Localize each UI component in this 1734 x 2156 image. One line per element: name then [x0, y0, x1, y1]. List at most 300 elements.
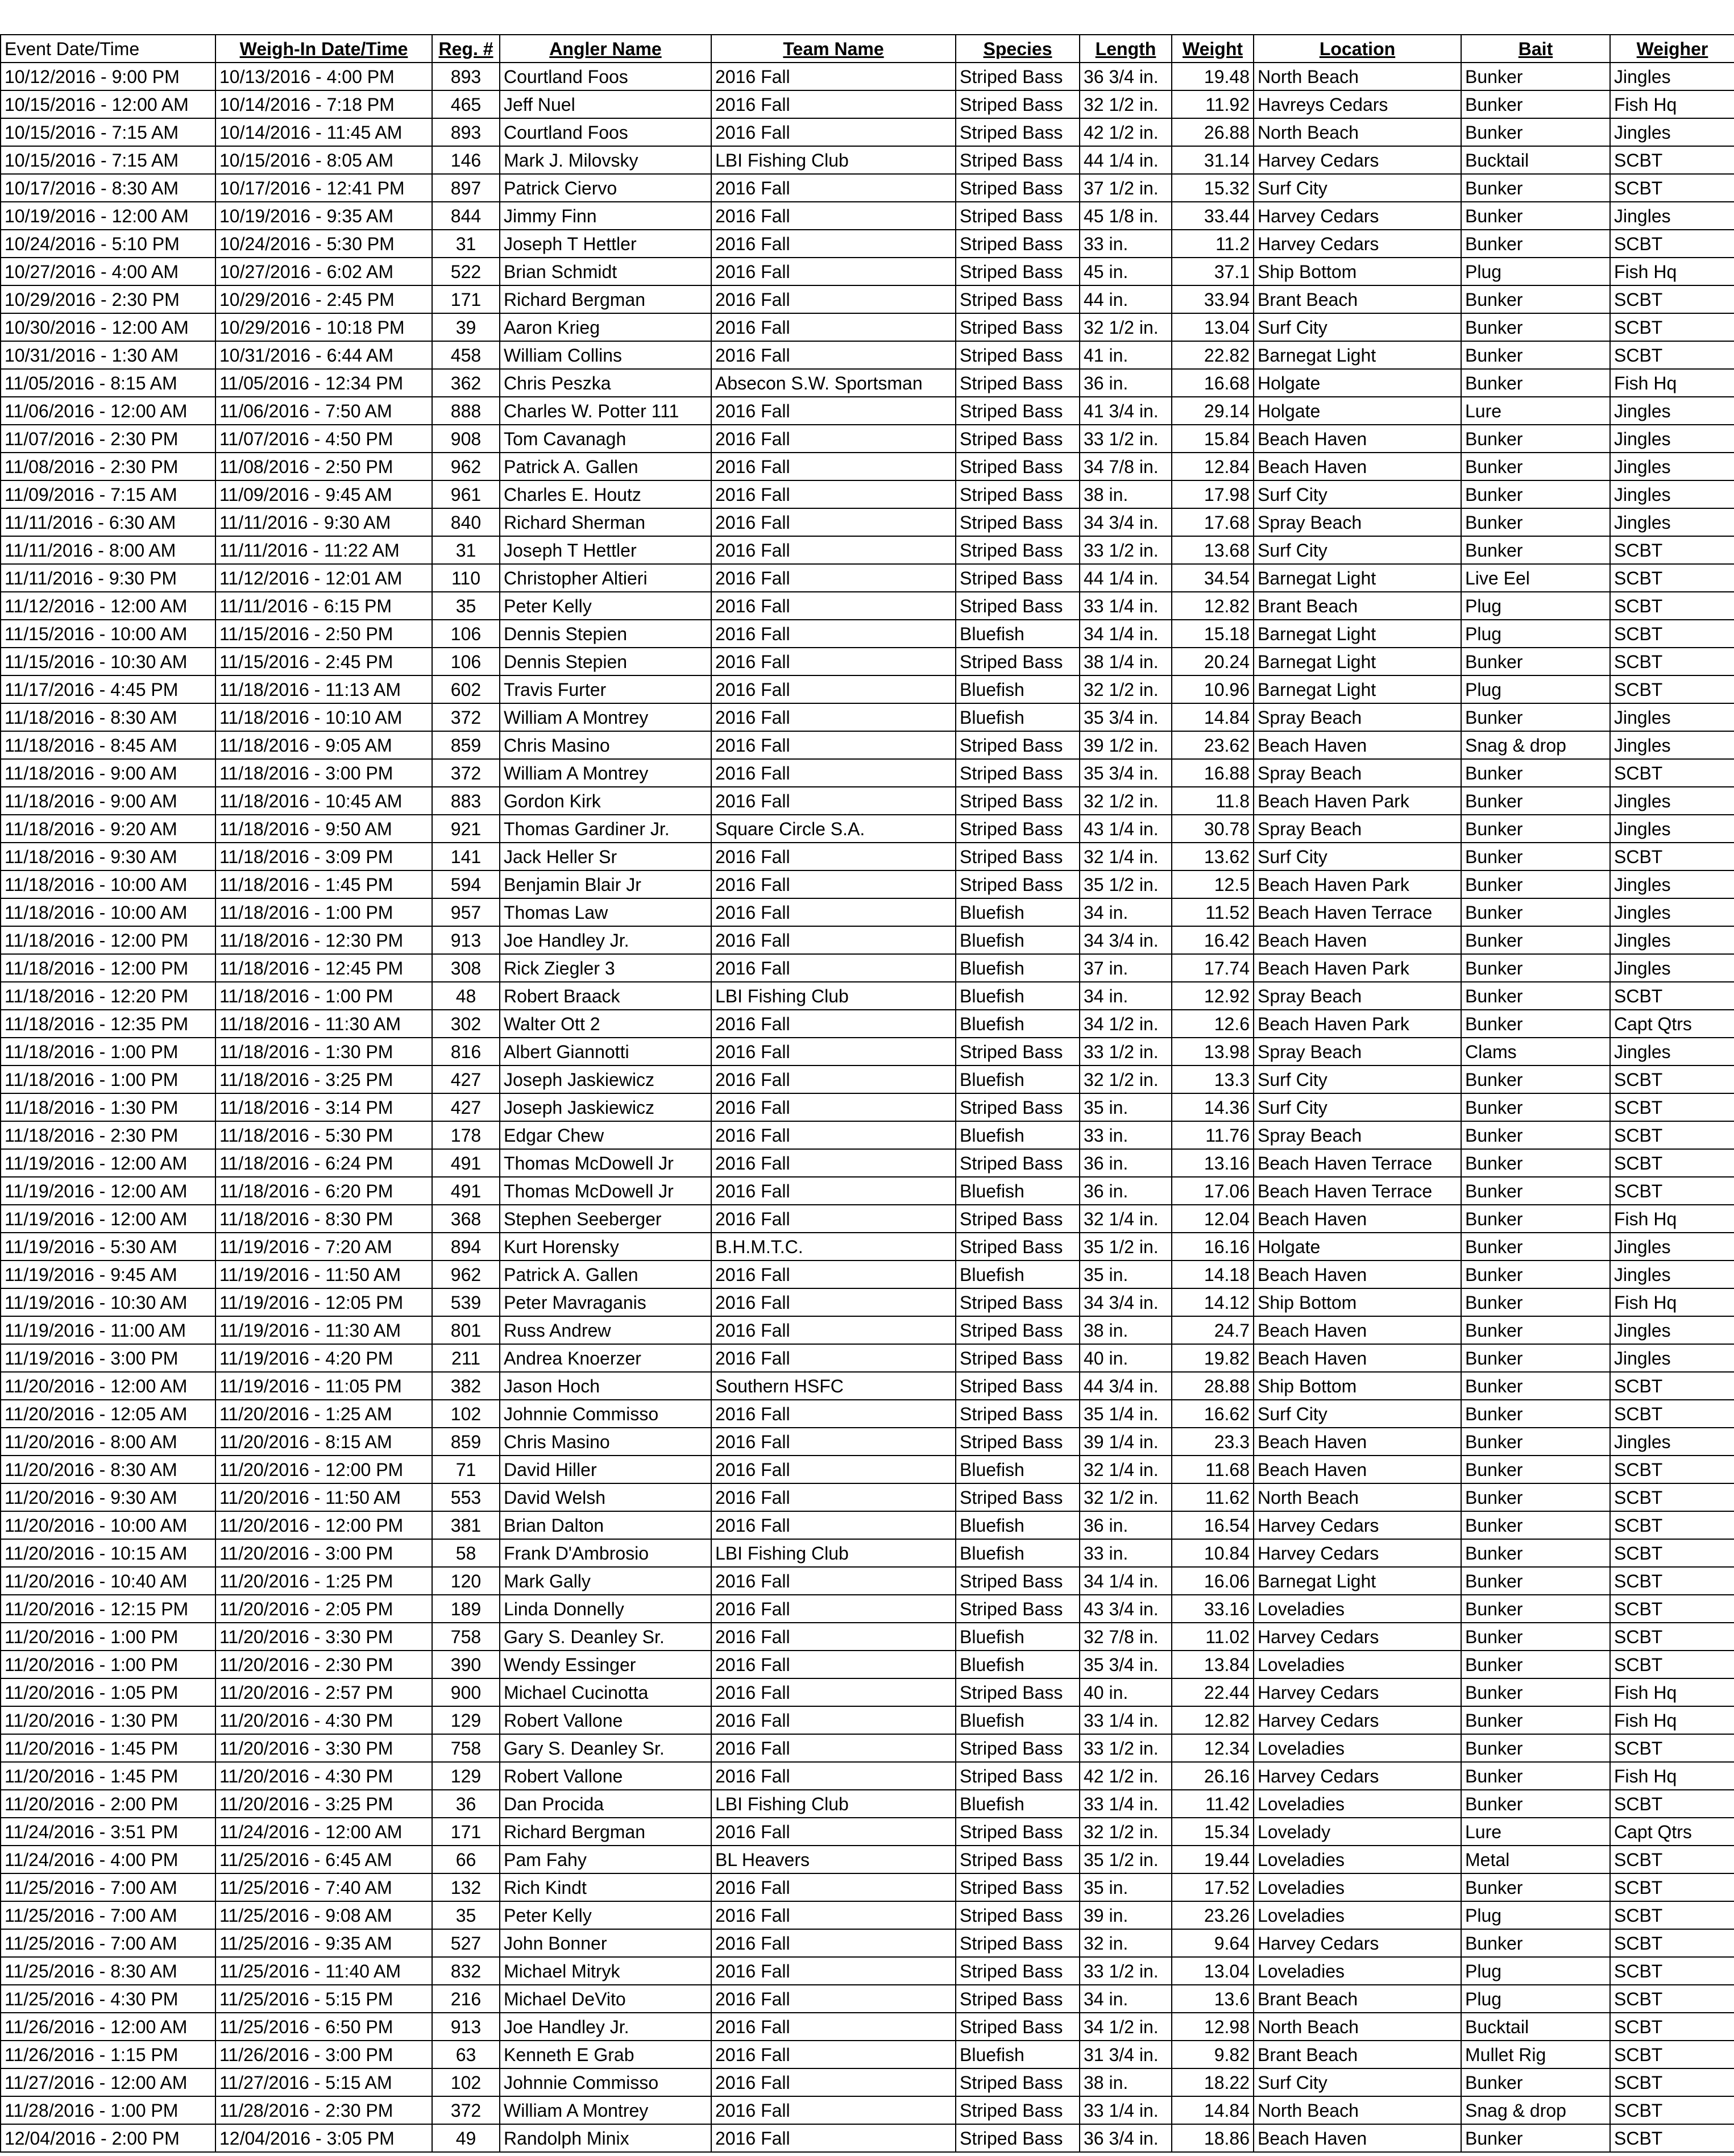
cell-weight: 11.68 — [1172, 1456, 1254, 1483]
cell-location: Spray Beach — [1254, 1121, 1461, 1149]
cell-bait: Bunker — [1461, 90, 1610, 118]
cell-length: 38 in. — [1080, 2068, 1172, 2096]
cell-bait: Bunker — [1461, 1456, 1610, 1483]
cell-angler-name: Gordon Kirk — [500, 787, 711, 815]
table-row — [1, 759, 1734, 787]
cell-weight: 23.26 — [1172, 1901, 1254, 1929]
cell-angler-name: Jeff Nuel — [500, 90, 711, 118]
cell-weigh-in-datetime: 11/25/2016 - 9:08 AM — [215, 1901, 432, 1929]
cell-location: Holgate — [1254, 1233, 1461, 1261]
cell-weigher: SCBT — [1610, 1734, 1734, 1762]
cell-bait: Bunker — [1461, 202, 1610, 230]
cell-team-name: 2016 Fall — [711, 1065, 956, 1093]
cell-weigh-in-datetime: 11/25/2016 - 7:40 AM — [215, 1873, 432, 1901]
cell-reg-number: 35 — [432, 1901, 500, 1929]
table-row — [1, 146, 1734, 174]
cell-angler-name: Walter Ott 2 — [500, 1010, 711, 1038]
cell-team-name: 2016 Fall — [711, 870, 956, 898]
cell-weigh-in-datetime: 11/15/2016 - 2:45 PM — [215, 648, 432, 675]
cell-weigh-in-datetime: 10/14/2016 - 7:18 PM — [215, 90, 432, 118]
cell-length: 35 1/4 in. — [1080, 1400, 1172, 1428]
cell-location: Surf City — [1254, 1065, 1461, 1093]
cell-species: Striped Bass — [956, 313, 1080, 341]
cell-team-name: 2016 Fall — [711, 1400, 956, 1428]
cell-team-name: 2016 Fall — [711, 285, 956, 313]
cell-weigh-in-datetime: 11/20/2016 - 3:30 PM — [215, 1734, 432, 1762]
cell-team-name: 2016 Fall — [711, 1177, 956, 1205]
cell-angler-name: Johnnie Commisso — [500, 2068, 711, 2096]
cell-reg-number: 832 — [432, 1957, 500, 1985]
table-row — [1, 1093, 1734, 1121]
cell-length: 32 1/2 in. — [1080, 1065, 1172, 1093]
cell-weight: 13.04 — [1172, 1957, 1254, 1985]
cell-length: 45 in. — [1080, 258, 1172, 285]
cell-event-datetime: 11/20/2016 - 9:30 AM — [1, 1483, 215, 1511]
cell-species: Striped Bass — [956, 2068, 1080, 2096]
cell-team-name: 2016 Fall — [711, 258, 956, 285]
cell-bait: Bunker — [1461, 815, 1610, 843]
cell-length: 42 1/2 in. — [1080, 1762, 1172, 1790]
cell-weigh-in-datetime: 11/20/2016 - 12:00 PM — [215, 1456, 432, 1483]
cell-reg-number: 522 — [432, 258, 500, 285]
cell-angler-name: Thomas Law — [500, 898, 711, 926]
cell-weigher: Jingles — [1610, 926, 1734, 954]
cell-bait: Metal — [1461, 1846, 1610, 1873]
cell-team-name: LBI Fishing Club — [711, 982, 956, 1010]
cell-event-datetime: 11/08/2016 - 2:30 PM — [1, 453, 215, 480]
cell-location: Harvey Cedars — [1254, 202, 1461, 230]
cell-event-datetime: 10/15/2016 - 12:00 AM — [1, 90, 215, 118]
cell-event-datetime: 10/30/2016 - 12:00 AM — [1, 313, 215, 341]
header-row — [1, 35, 1734, 63]
cell-team-name: 2016 Fall — [711, 1483, 956, 1511]
cell-species: Striped Bass — [956, 63, 1080, 90]
cell-bait: Bunker — [1461, 2124, 1610, 2152]
cell-weight: 16.54 — [1172, 1511, 1254, 1539]
cell-reg-number: 527 — [432, 1929, 500, 1957]
cell-length: 34 in. — [1080, 982, 1172, 1010]
cell-bait: Bunker — [1461, 1205, 1610, 1233]
cell-event-datetime: 11/18/2016 - 8:30 AM — [1, 703, 215, 731]
cell-bait: Snag & drop — [1461, 2096, 1610, 2124]
cell-weigher: SCBT — [1610, 1093, 1734, 1121]
cell-length: 35 in. — [1080, 1873, 1172, 1901]
cell-reg-number: 816 — [432, 1038, 500, 1065]
cell-weigher: SCBT — [1610, 1511, 1734, 1539]
cell-reg-number: 58 — [432, 1539, 500, 1567]
cell-bait: Bunker — [1461, 703, 1610, 731]
cell-bait: Bunker — [1461, 230, 1610, 258]
cell-species: Striped Bass — [956, 118, 1080, 146]
cell-length: 32 1/4 in. — [1080, 843, 1172, 870]
cell-event-datetime: 11/15/2016 - 10:30 AM — [1, 648, 215, 675]
cell-team-name: 2016 Fall — [711, 230, 956, 258]
cell-bait: Bunker — [1461, 787, 1610, 815]
cell-location: Holgate — [1254, 369, 1461, 397]
cell-weigh-in-datetime: 10/29/2016 - 2:45 PM — [215, 285, 432, 313]
cell-species: Striped Bass — [956, 369, 1080, 397]
cell-location: Loveladies — [1254, 1873, 1461, 1901]
table-row — [1, 1233, 1734, 1261]
cell-species: Striped Bass — [956, 1567, 1080, 1595]
table-row — [1, 1706, 1734, 1734]
cell-location: Loveladies — [1254, 1595, 1461, 1623]
cell-weigh-in-datetime: 11/18/2016 - 3:14 PM — [215, 1093, 432, 1121]
cell-reg-number: 381 — [432, 1511, 500, 1539]
cell-weigher: SCBT — [1610, 1985, 1734, 2013]
cell-length: 33 in. — [1080, 1121, 1172, 1149]
cell-weigh-in-datetime: 11/20/2016 - 12:00 PM — [215, 1511, 432, 1539]
cell-team-name: 2016 Fall — [711, 1511, 956, 1539]
cell-location: North Beach — [1254, 1483, 1461, 1511]
cell-reg-number: 129 — [432, 1762, 500, 1790]
cell-weigher: Fish Hq — [1610, 369, 1734, 397]
cell-reg-number: 146 — [432, 146, 500, 174]
table-row — [1, 1177, 1734, 1205]
cell-weight: 20.24 — [1172, 648, 1254, 675]
table-row — [1, 1372, 1734, 1400]
cell-reg-number: 102 — [432, 1400, 500, 1428]
table-row — [1, 703, 1734, 731]
cell-length: 32 in. — [1080, 1929, 1172, 1957]
cell-reg-number: 189 — [432, 1595, 500, 1623]
cell-length: 44 1/4 in. — [1080, 564, 1172, 592]
cell-weigh-in-datetime: 11/18/2016 - 11:30 AM — [215, 1010, 432, 1038]
cell-weigh-in-datetime: 11/20/2016 - 4:30 PM — [215, 1762, 432, 1790]
cell-length: 41 3/4 in. — [1080, 397, 1172, 425]
cell-reg-number: 553 — [432, 1483, 500, 1511]
cell-weigh-in-datetime: 11/25/2016 - 11:40 AM — [215, 1957, 432, 1985]
cell-species: Bluefish — [956, 954, 1080, 982]
cell-angler-name: Andrea Knoerzer — [500, 1344, 711, 1372]
cell-length: 36 3/4 in. — [1080, 63, 1172, 90]
table-row — [1, 1205, 1734, 1233]
cell-event-datetime: 12/04/2016 - 2:00 PM — [1, 2124, 215, 2152]
col-header-reg-number: Reg. # — [432, 35, 500, 63]
cell-species: Bluefish — [956, 1121, 1080, 1149]
cell-angler-name: Dan Procida — [500, 1790, 711, 1818]
cell-weigh-in-datetime: 10/27/2016 - 6:02 AM — [215, 258, 432, 285]
cell-length: 36 in. — [1080, 1177, 1172, 1205]
cell-angler-name: Thomas Gardiner Jr. — [500, 815, 711, 843]
cell-length: 42 1/2 in. — [1080, 118, 1172, 146]
cell-weigh-in-datetime: 11/05/2016 - 12:34 PM — [215, 369, 432, 397]
cell-event-datetime: 11/07/2016 - 2:30 PM — [1, 425, 215, 453]
cell-species: Striped Bass — [956, 1846, 1080, 1873]
cell-bait: Plug — [1461, 1957, 1610, 1985]
cell-weigher: Fish Hq — [1610, 1678, 1734, 1706]
cell-location: Spray Beach — [1254, 759, 1461, 787]
cell-weigh-in-datetime: 11/18/2016 - 10:10 AM — [215, 703, 432, 731]
table-row — [1, 1651, 1734, 1678]
cell-event-datetime: 11/18/2016 - 10:00 AM — [1, 898, 215, 926]
cell-length: 33 1/2 in. — [1080, 536, 1172, 564]
cell-event-datetime: 11/20/2016 - 1:45 PM — [1, 1734, 215, 1762]
cell-weigher: SCBT — [1610, 1873, 1734, 1901]
cell-event-datetime: 11/18/2016 - 1:00 PM — [1, 1065, 215, 1093]
cell-bait: Bunker — [1461, 508, 1610, 536]
cell-weight: 11.76 — [1172, 1121, 1254, 1149]
cell-team-name: 2016 Fall — [711, 397, 956, 425]
cell-event-datetime: 11/20/2016 - 12:05 AM — [1, 1400, 215, 1428]
cell-species: Striped Bass — [956, 1762, 1080, 1790]
cell-location: Spray Beach — [1254, 508, 1461, 536]
cell-species: Bluefish — [956, 1539, 1080, 1567]
cell-event-datetime: 11/18/2016 - 10:00 AM — [1, 870, 215, 898]
cell-event-datetime: 10/12/2016 - 9:00 PM — [1, 63, 215, 90]
cell-weigh-in-datetime: 11/28/2016 - 2:30 PM — [215, 2096, 432, 2124]
cell-length: 35 in. — [1080, 1261, 1172, 1288]
cell-length: 32 7/8 in. — [1080, 1623, 1172, 1651]
cell-length: 32 1/2 in. — [1080, 313, 1172, 341]
cell-event-datetime: 11/11/2016 - 6:30 AM — [1, 508, 215, 536]
cell-weigher: SCBT — [1610, 1790, 1734, 1818]
cell-length: 38 in. — [1080, 480, 1172, 508]
cell-length: 39 1/4 in. — [1080, 1428, 1172, 1456]
cell-length: 37 1/2 in. — [1080, 174, 1172, 202]
cell-bait: Bunker — [1461, 1734, 1610, 1762]
table-row — [1, 174, 1734, 202]
cell-bait: Bunker — [1461, 1316, 1610, 1344]
cell-species: Striped Bass — [956, 1428, 1080, 1456]
cell-location: Loveladies — [1254, 1734, 1461, 1762]
cell-reg-number: 302 — [432, 1010, 500, 1038]
cell-weight: 11.8 — [1172, 787, 1254, 815]
cell-species: Striped Bass — [956, 2013, 1080, 2041]
cell-angler-name: Travis Furter — [500, 675, 711, 703]
cell-weight: 15.32 — [1172, 174, 1254, 202]
cell-weigher: Fish Hq — [1610, 1205, 1734, 1233]
cell-bait: Bunker — [1461, 2068, 1610, 2096]
cell-event-datetime: 10/19/2016 - 12:00 AM — [1, 202, 215, 230]
cell-weigh-in-datetime: 11/20/2016 - 1:25 PM — [215, 1567, 432, 1595]
cell-species: Striped Bass — [956, 397, 1080, 425]
cell-weight: 16.68 — [1172, 369, 1254, 397]
catch-table — [0, 34, 1734, 2153]
table-row — [1, 90, 1734, 118]
cell-weight: 13.3 — [1172, 1065, 1254, 1093]
cell-weight: 22.44 — [1172, 1678, 1254, 1706]
cell-team-name: 2016 Fall — [711, 1595, 956, 1623]
cell-bait: Bunker — [1461, 1121, 1610, 1149]
col-header-team-name: Team Name — [711, 35, 956, 63]
cell-angler-name: Peter Kelly — [500, 1901, 711, 1929]
cell-species: Striped Bass — [956, 815, 1080, 843]
cell-location: Ship Bottom — [1254, 258, 1461, 285]
cell-weight: 12.98 — [1172, 2013, 1254, 2041]
cell-location: Surf City — [1254, 843, 1461, 870]
cell-bait: Plug — [1461, 620, 1610, 648]
cell-species: Bluefish — [956, 1177, 1080, 1205]
cell-weigh-in-datetime: 11/20/2016 - 3:25 PM — [215, 1790, 432, 1818]
cell-angler-name: Linda Donnelly — [500, 1595, 711, 1623]
table-row — [1, 1846, 1734, 1873]
cell-weigher: Jingles — [1610, 1233, 1734, 1261]
cell-weigher: SCBT — [1610, 1623, 1734, 1651]
table-row — [1, 2068, 1734, 2096]
cell-bait: Bunker — [1461, 341, 1610, 369]
cell-weight: 13.6 — [1172, 1985, 1254, 2013]
cell-location: Harvey Cedars — [1254, 1929, 1461, 1957]
cell-bait: Bunker — [1461, 425, 1610, 453]
cell-weight: 22.82 — [1172, 341, 1254, 369]
cell-location: North Beach — [1254, 2096, 1461, 2124]
cell-location: Loveladies — [1254, 1846, 1461, 1873]
cell-angler-name: Charles W. Potter 111 — [500, 397, 711, 425]
cell-reg-number: 372 — [432, 2096, 500, 2124]
table-row — [1, 1288, 1734, 1316]
cell-reg-number: 31 — [432, 536, 500, 564]
cell-reg-number: 491 — [432, 1149, 500, 1177]
cell-event-datetime: 11/25/2016 - 7:00 AM — [1, 1901, 215, 1929]
cell-weigher: SCBT — [1610, 1651, 1734, 1678]
cell-weight: 16.88 — [1172, 759, 1254, 787]
cell-team-name: 2016 Fall — [711, 954, 956, 982]
cell-reg-number: 132 — [432, 1873, 500, 1901]
table-row — [1, 258, 1734, 285]
cell-weigh-in-datetime: 10/31/2016 - 6:44 AM — [215, 341, 432, 369]
cell-species: Bluefish — [956, 982, 1080, 1010]
cell-location: Spray Beach — [1254, 1038, 1461, 1065]
cell-reg-number: 758 — [432, 1734, 500, 1762]
table-row — [1, 815, 1734, 843]
cell-length: 33 1/4 in. — [1080, 592, 1172, 620]
table-row — [1, 480, 1734, 508]
cell-angler-name: Robert Vallone — [500, 1706, 711, 1734]
cell-species: Bluefish — [956, 1010, 1080, 1038]
cell-weigh-in-datetime: 11/18/2016 - 10:45 AM — [215, 787, 432, 815]
cell-weigher: SCBT — [1610, 341, 1734, 369]
cell-length: 34 3/4 in. — [1080, 508, 1172, 536]
table-row — [1, 1010, 1734, 1038]
cell-length: 34 1/4 in. — [1080, 1567, 1172, 1595]
cell-bait: Plug — [1461, 258, 1610, 285]
cell-location: Harvey Cedars — [1254, 1678, 1461, 1706]
cell-species: Bluefish — [956, 1261, 1080, 1288]
cell-weigh-in-datetime: 11/25/2016 - 5:15 PM — [215, 1985, 432, 2013]
cell-weigh-in-datetime: 10/24/2016 - 5:30 PM — [215, 230, 432, 258]
col-header-event-datetime: Event Date/Time — [1, 35, 215, 63]
cell-team-name: 2016 Fall — [711, 1678, 956, 1706]
cell-reg-number: 216 — [432, 1985, 500, 2013]
cell-species: Striped Bass — [956, 453, 1080, 480]
col-header-weigh-in-datetime: Weigh-In Date/Time — [215, 35, 432, 63]
cell-weigh-in-datetime: 10/14/2016 - 11:45 AM — [215, 118, 432, 146]
cell-length: 31 3/4 in. — [1080, 2041, 1172, 2068]
cell-angler-name: Pam Fahy — [500, 1846, 711, 1873]
cell-length: 40 in. — [1080, 1678, 1172, 1706]
cell-reg-number: 427 — [432, 1093, 500, 1121]
cell-angler-name: Joseph T Hettler — [500, 536, 711, 564]
table-row — [1, 620, 1734, 648]
cell-event-datetime: 11/11/2016 - 8:00 AM — [1, 536, 215, 564]
cell-length: 34 7/8 in. — [1080, 453, 1172, 480]
cell-bait: Bunker — [1461, 1511, 1610, 1539]
cell-angler-name: Chris Peszka — [500, 369, 711, 397]
cell-bait: Bunker — [1461, 898, 1610, 926]
cell-length: 43 1/4 in. — [1080, 815, 1172, 843]
cell-reg-number: 458 — [432, 341, 500, 369]
cell-event-datetime: 11/18/2016 - 9:20 AM — [1, 815, 215, 843]
cell-weight: 13.68 — [1172, 536, 1254, 564]
cell-weigher: SCBT — [1610, 620, 1734, 648]
table-row — [1, 285, 1734, 313]
cell-team-name: 2016 Fall — [711, 1623, 956, 1651]
cell-reg-number: 859 — [432, 1428, 500, 1456]
cell-length: 33 1/2 in. — [1080, 425, 1172, 453]
cell-location: Beach Haven — [1254, 926, 1461, 954]
cell-weight: 14.84 — [1172, 2096, 1254, 2124]
cell-species: Striped Bass — [956, 731, 1080, 759]
cell-event-datetime: 11/19/2016 - 12:00 AM — [1, 1205, 215, 1233]
cell-length: 35 3/4 in. — [1080, 759, 1172, 787]
cell-weight: 16.62 — [1172, 1400, 1254, 1428]
cell-reg-number: 171 — [432, 285, 500, 313]
table-row — [1, 63, 1734, 90]
cell-length: 33 1/2 in. — [1080, 1957, 1172, 1985]
cell-weigh-in-datetime: 10/19/2016 - 9:35 AM — [215, 202, 432, 230]
table-row — [1, 648, 1734, 675]
cell-angler-name: William A Montrey — [500, 759, 711, 787]
cell-location: Barnegat Light — [1254, 620, 1461, 648]
cell-location: Beach Haven — [1254, 1316, 1461, 1344]
cell-weight: 12.82 — [1172, 1706, 1254, 1734]
cell-length: 36 in. — [1080, 369, 1172, 397]
cell-event-datetime: 11/25/2016 - 4:30 PM — [1, 1985, 215, 2013]
cell-bait: Bunker — [1461, 1483, 1610, 1511]
cell-length: 32 1/2 in. — [1080, 787, 1172, 815]
table-row — [1, 1149, 1734, 1177]
cell-angler-name: Rick Ziegler 3 — [500, 954, 711, 982]
cell-weigher: SCBT — [1610, 592, 1734, 620]
cell-bait: Bunker — [1461, 926, 1610, 954]
cell-weigher: Jingles — [1610, 480, 1734, 508]
cell-reg-number: 120 — [432, 1567, 500, 1595]
cell-weigher: SCBT — [1610, 1065, 1734, 1093]
cell-angler-name: Joe Handley Jr. — [500, 926, 711, 954]
cell-event-datetime: 11/20/2016 - 12:00 AM — [1, 1372, 215, 1400]
cell-angler-name: Mark J. Milovsky — [500, 146, 711, 174]
table-row — [1, 2041, 1734, 2068]
cell-bait: Bunker — [1461, 1010, 1610, 1038]
cell-reg-number: 66 — [432, 1846, 500, 1873]
cell-team-name: 2016 Fall — [711, 425, 956, 453]
cell-location: Surf City — [1254, 480, 1461, 508]
cell-weigh-in-datetime: 11/06/2016 - 7:50 AM — [215, 397, 432, 425]
cell-species: Striped Bass — [956, 1038, 1080, 1065]
cell-location: Ship Bottom — [1254, 1372, 1461, 1400]
cell-event-datetime: 11/20/2016 - 1:30 PM — [1, 1706, 215, 1734]
cell-weight: 23.62 — [1172, 731, 1254, 759]
cell-weigh-in-datetime: 10/15/2016 - 8:05 AM — [215, 146, 432, 174]
cell-location: Beach Haven Park — [1254, 1010, 1461, 1038]
cell-weigher: Jingles — [1610, 1038, 1734, 1065]
cell-reg-number: 171 — [432, 1818, 500, 1846]
cell-species: Striped Bass — [956, 1734, 1080, 1762]
cell-weigher: SCBT — [1610, 1372, 1734, 1400]
cell-weigher: Jingles — [1610, 1428, 1734, 1456]
col-header-location: Location — [1254, 35, 1461, 63]
cell-weigh-in-datetime: 10/29/2016 - 10:18 PM — [215, 313, 432, 341]
cell-bait: Bunker — [1461, 285, 1610, 313]
cell-species: Striped Bass — [956, 230, 1080, 258]
cell-event-datetime: 11/18/2016 - 12:20 PM — [1, 982, 215, 1010]
cell-event-datetime: 11/20/2016 - 2:00 PM — [1, 1790, 215, 1818]
cell-species: Striped Bass — [956, 1316, 1080, 1344]
cell-bait: Bunker — [1461, 843, 1610, 870]
cell-reg-number: 308 — [432, 954, 500, 982]
cell-bait: Bunker — [1461, 982, 1610, 1010]
